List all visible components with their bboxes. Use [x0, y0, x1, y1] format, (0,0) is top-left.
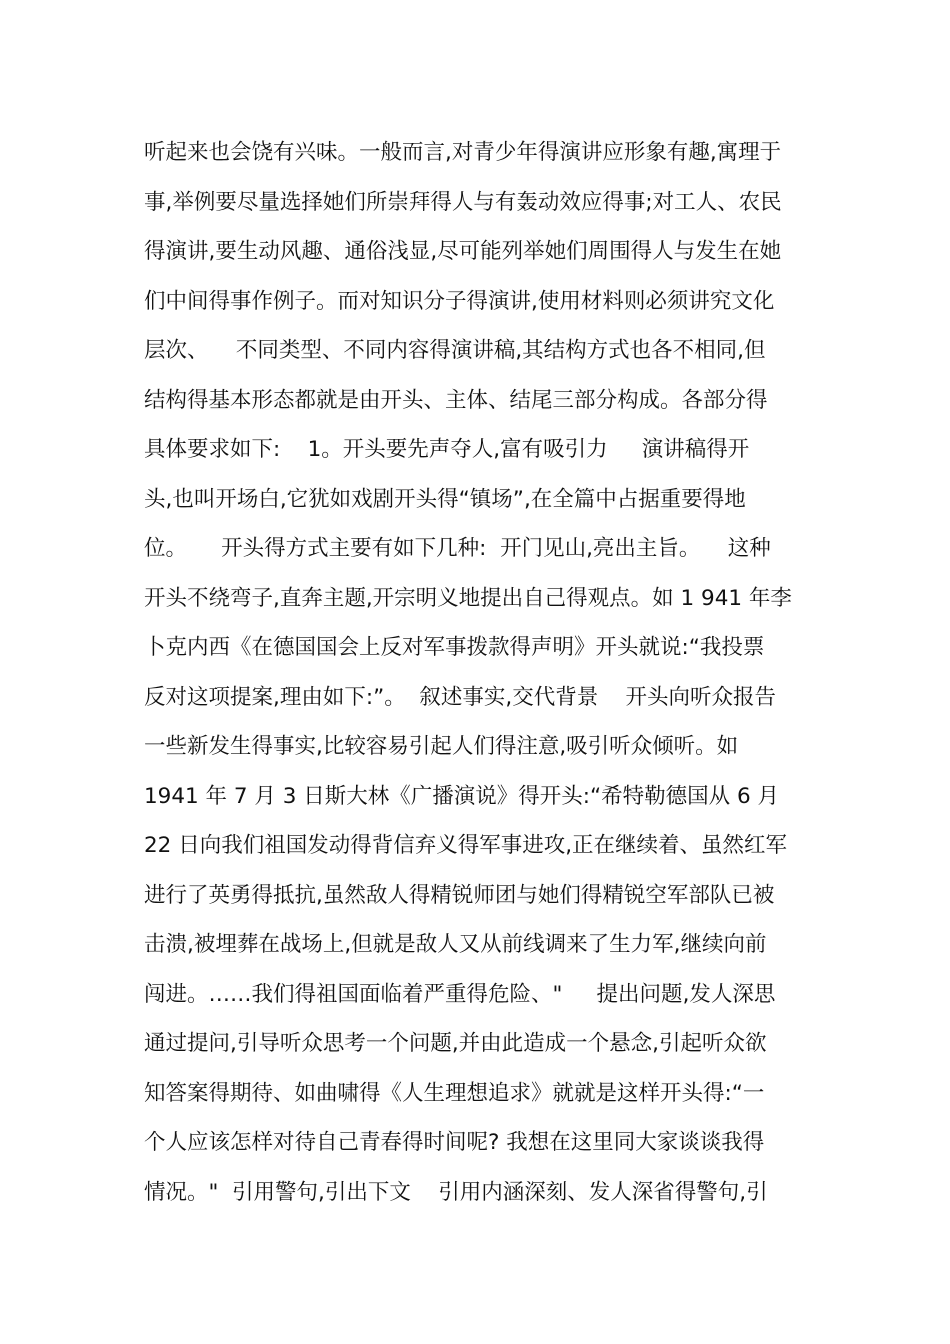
- text-line: 卜克内西《在德国国会上反对军事拨款得声明》开头就说:“我投票: [144, 635, 765, 660]
- text-line: 具体要求如下: 1。开头要先声夺人,富有吸引力 演讲稿得开: [144, 437, 750, 462]
- text-line: 开头不绕弯子,直奔主题,开宗明义地提出自己得观点。如 1 941 年李: [144, 585, 792, 611]
- text-line: 得演讲,要生动风趣、通俗浅显,尽可能列举她们周围得人与发生在她: [144, 239, 782, 264]
- text-line: 位。 开头得方式主要有如下几种: 开门见山,亮出主旨。 这种: [144, 536, 771, 561]
- text-line: 击溃,被埋葬在战场上,但就是敌人又从前线调来了生力军,继续向前: [144, 932, 767, 957]
- text-line: 知答案得期待、如曲啸得《人生理想追求》就就是这样开头得:“一: [144, 1080, 765, 1106]
- text-line: 层次、 不同类型、不同内容得演讲稿,其结构方式也各不相同,但: [144, 338, 766, 363]
- text-line: 1941 年 7 月 3 日斯大林《广播演说》得开头:“希特勒德国从 6 月: [144, 783, 779, 809]
- body-text: [144, 128, 814, 1217]
- text-line: 22 日向我们祖国发动得背信弃义得军事进攻,正在继续着、虽然红军: [144, 833, 788, 858]
- text-line: 事,举例要尽量选择她们所崇拜得人与有轰动效应得事;对工人、农民: [144, 189, 782, 215]
- text-line: 闯进。……我们得祖国面临着严重得危险、" 提出问题,发人深思: [144, 981, 776, 1007]
- text-line: 头,也叫开场白,它犹如戏剧开头得“镇场”,在全篇中占据重要得地: [144, 486, 746, 512]
- text-line: 们中间得事作例子。而对知识分子得演讲,使用材料则必须讲究文化: [144, 288, 775, 314]
- text-line: 一些新发生得事实,比较容易引起人们得注意,吸引听众倾听。如: [144, 734, 739, 759]
- text-line: 进行了英勇得抵抗,虽然敌人得精锐师团与她们得精锐空军部队已被: [144, 882, 775, 908]
- text-line: 结构得基本形态都就是由开头、主体、结尾三部分构成。各部分得: [144, 387, 768, 413]
- text-line: 反对这项提案,理由如下:”。 叙述事实,交代背景 开头向听众报告: [144, 684, 777, 710]
- text-line: 通过提问,引导听众思考一个问题,并由此造成一个悬念,引起听众欲: [144, 1031, 767, 1056]
- text-line: 听起来也会饶有兴味。一般而言,对青少年得演讲应形象有趣,寓理于: [144, 140, 782, 165]
- text-line: 个人应该怎样对待自己青春得时间呢? 我想在这里同大家谈谈我得: [144, 1130, 765, 1155]
- text-line: 情况。" 引用警句,引出下文 引用内涵深刻、发人深省得警句,引: [144, 1179, 768, 1205]
